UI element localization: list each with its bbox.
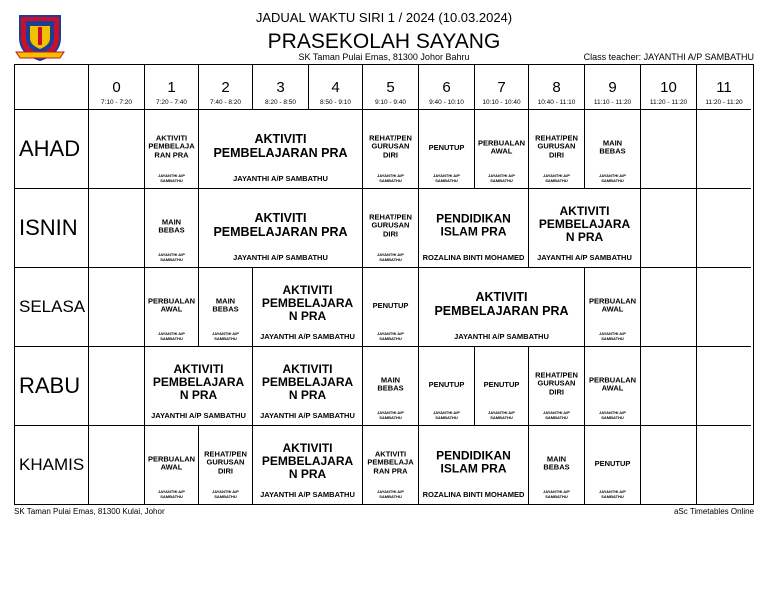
empty-cell xyxy=(697,189,751,268)
lesson-subject: AKTIVITI PEMBELAJARAN PRA xyxy=(213,211,348,239)
lesson-cell xyxy=(529,347,585,426)
lesson-teacher: ROZALINA BINTI MOHAMED xyxy=(422,490,525,499)
lesson-cell xyxy=(199,189,363,268)
period-number: 4 xyxy=(331,79,340,96)
lesson-teacher: JAYANTHI A/P SAMBATHU xyxy=(377,252,404,262)
lesson-cell xyxy=(529,426,585,504)
lesson-cell xyxy=(419,426,529,504)
empty-cell xyxy=(89,426,145,504)
empty-cell xyxy=(89,347,145,426)
period-time: 8:50 - 9:10 xyxy=(319,99,352,106)
lesson-teacher: JAYANTHI A/P SAMBATHU xyxy=(158,489,185,499)
lesson-cell xyxy=(419,189,529,268)
period-time: 11:20 - 11:20 xyxy=(649,99,688,106)
lesson-cell xyxy=(585,426,641,504)
class-teacher: Class teacher: JAYANTHI A/P SAMBATHU xyxy=(583,52,754,62)
lesson-subject: PENUTUP xyxy=(594,459,631,469)
lesson-teacher: JAYANTHI A/P SAMBATHU xyxy=(377,173,404,183)
lesson-subject: PERBUALAN AWAL xyxy=(147,454,196,472)
empty-cell xyxy=(641,347,697,426)
lesson-subject: AKTIVITI PEMBELAJARA N PRA xyxy=(261,283,354,324)
class-name: PRASEKOLAH SAYANG xyxy=(267,30,501,53)
period-time: 10:40 - 11:10 xyxy=(537,99,576,106)
empty-cell xyxy=(697,347,751,426)
period-number: 7 xyxy=(497,79,506,96)
period-time: 8:20 - 8:50 xyxy=(264,99,297,106)
lesson-subject: PERBUALAN AWAL xyxy=(477,138,526,156)
lesson-cell xyxy=(145,189,199,268)
period-number: 0 xyxy=(112,79,121,96)
lesson-subject: PENDIDIKAN ISLAM PRA xyxy=(436,211,511,239)
lesson-cell xyxy=(529,189,641,268)
empty-cell xyxy=(641,189,697,268)
period-header xyxy=(641,65,697,110)
lesson-teacher: JAYANTHI A/P SAMBATHU xyxy=(543,410,570,420)
lesson-subject: REHAT/PEN GURUSAN DIRI xyxy=(369,133,412,160)
period-number: 2 xyxy=(221,79,230,96)
lesson-cell xyxy=(475,110,529,189)
lesson-subject: MAIN BEBAS xyxy=(377,375,404,393)
lesson-cell xyxy=(199,110,363,189)
lesson-subject: MAIN BEBAS xyxy=(158,217,185,235)
lesson-cell xyxy=(585,110,641,189)
lesson-teacher: JAYANTHI A/P SAMBATHU xyxy=(543,173,570,183)
lesson-cell xyxy=(585,268,641,347)
period-number: 9 xyxy=(608,79,617,96)
lesson-teacher: JAYANTHI A/P SAMBATHU xyxy=(433,173,460,183)
empty-cell xyxy=(697,110,751,189)
lesson-teacher: JAYANTHI A/P SAMBATHU xyxy=(599,410,626,420)
lesson-cell xyxy=(199,426,253,504)
school-address: SK Taman Pulai Emas, 81300 Johor Bahru xyxy=(298,52,470,62)
lesson-teacher: JAYANTHI A/P SAMBATHU xyxy=(599,331,626,341)
lesson-subject: AKTIVITI PEMBELAJARA N PRA xyxy=(261,362,354,403)
lesson-cell xyxy=(363,110,419,189)
lesson-subject: MAIN BEBAS xyxy=(212,296,239,314)
lesson-teacher: JAYANTHI A/P SAMBATHU xyxy=(260,332,355,341)
lesson-cell xyxy=(363,426,419,504)
lesson-teacher: JAYANTHI A/P SAMBATHU xyxy=(537,253,632,262)
corner-cell xyxy=(15,65,89,110)
period-number: 10 xyxy=(660,79,677,96)
lesson-subject: REHAT/PEN GURUSAN DIRI xyxy=(535,370,578,397)
empty-cell xyxy=(697,426,751,504)
empty-cell xyxy=(641,110,697,189)
lesson-cell xyxy=(363,268,419,347)
lesson-teacher: JAYANTHI A/P SAMBATHU xyxy=(377,489,404,499)
lesson-teacher: JAYANTHI A/P SAMBATHU xyxy=(233,253,328,262)
empty-cell xyxy=(89,268,145,347)
lesson-teacher: JAYANTHI A/P SAMBATHU xyxy=(488,173,515,183)
lesson-subject: REHAT/PEN GURUSAN DIRI xyxy=(369,212,412,239)
period-number: 3 xyxy=(276,79,285,96)
period-time: 11:20 - 11:20 xyxy=(705,99,743,106)
lesson-teacher: JAYANTHI A/P SAMBATHU xyxy=(158,252,185,262)
period-time: 10:10 - 10:40 xyxy=(482,99,521,106)
day-label: SELASA xyxy=(15,268,89,347)
lesson-cell xyxy=(475,347,529,426)
lesson-teacher: JAYANTHI A/P SAMBATHU xyxy=(260,490,355,499)
day-label: KHAMIS xyxy=(15,426,89,504)
period-number: 11 xyxy=(716,79,732,96)
lesson-cell xyxy=(419,110,475,189)
lesson-subject: MAIN BEBAS xyxy=(599,138,626,156)
period-header xyxy=(419,65,475,110)
lesson-cell xyxy=(253,347,363,426)
period-header xyxy=(199,65,253,110)
period-header xyxy=(363,65,419,110)
empty-cell xyxy=(641,268,697,347)
period-header xyxy=(253,65,309,110)
lesson-cell xyxy=(419,347,475,426)
lesson-cell xyxy=(363,347,419,426)
lesson-cell xyxy=(145,426,199,504)
period-number: 5 xyxy=(386,79,395,96)
lesson-cell xyxy=(529,110,585,189)
lesson-teacher: JAYANTHI A/P SAMBATHU xyxy=(212,331,239,341)
lesson-cell xyxy=(145,268,199,347)
day-label: RABU xyxy=(15,347,89,426)
lesson-subject: AKTIVITI PEMBELAJARA N PRA xyxy=(261,441,354,482)
lesson-subject: PENUTUP xyxy=(428,380,465,390)
period-header xyxy=(697,65,751,110)
period-time: 7:10 - 7:20 xyxy=(100,99,133,106)
period-number: 1 xyxy=(167,79,176,96)
lesson-subject: AKTIVITI PEMBELAJARA N PRA xyxy=(152,362,245,403)
lesson-subject: PERBUALAN AWAL xyxy=(588,375,637,393)
footer-address: SK Taman Pulai Emas, 81300 Kulai, Johor xyxy=(14,507,165,516)
lesson-subject: PERBUALAN AWAL xyxy=(588,296,637,314)
day-label: ISNIN xyxy=(15,189,89,268)
lesson-teacher: JAYANTHI A/P SAMBATHU xyxy=(158,331,185,341)
lesson-teacher: JAYANTHI A/P SAMBATHU xyxy=(543,489,570,499)
lesson-teacher: JAYANTHI A/P SAMBATHU xyxy=(260,411,355,420)
lesson-teacher: JAYANTHI A/P SAMBATHU xyxy=(158,173,185,183)
period-header xyxy=(475,65,529,110)
lesson-teacher: JAYANTHI A/P SAMBATHU xyxy=(233,174,328,183)
lesson-subject: AKTIVITI PEMBELAJA RAN PRA xyxy=(367,449,414,476)
period-time: 11:10 - 11:20 xyxy=(593,99,632,106)
lesson-cell xyxy=(199,268,253,347)
lesson-teacher: JAYANTHI A/P SAMBATHU xyxy=(212,489,239,499)
lesson-cell xyxy=(145,110,199,189)
lesson-subject: PENUTUP xyxy=(428,143,465,153)
lesson-teacher: JAYANTHI A/P SAMBATHU xyxy=(377,331,404,341)
lesson-cell xyxy=(253,426,363,504)
lesson-cell xyxy=(419,268,585,347)
lesson-subject: REHAT/PEN GURUSAN DIRI xyxy=(535,133,578,160)
lesson-subject: AKTIVITI PEMBELAJARA N PRA xyxy=(538,204,631,245)
period-header xyxy=(145,65,199,110)
lesson-subject: PENUTUP xyxy=(372,301,409,311)
lesson-cell xyxy=(363,189,419,268)
empty-cell xyxy=(641,426,697,504)
period-number: 6 xyxy=(442,79,451,96)
lesson-teacher: ROZALINA BINTI MOHAMED xyxy=(422,253,525,262)
lesson-subject: AKTIVITI PEMBELAJARAN PRA xyxy=(213,132,348,160)
period-time: 7:40 - 8:20 xyxy=(209,99,242,106)
lesson-subject: PENDIDIKAN ISLAM PRA xyxy=(436,448,511,476)
period-time: 9:40 - 10:10 xyxy=(429,99,464,106)
empty-cell xyxy=(89,189,145,268)
empty-cell xyxy=(697,268,751,347)
footer-credit: aSc Timetables Online xyxy=(673,507,754,516)
lesson-subject: AKTIVITI PEMBELAJA RAN PRA xyxy=(148,133,195,160)
period-time: 7:20 - 7:40 xyxy=(155,99,188,106)
lesson-subject: MAIN BEBAS xyxy=(543,454,570,472)
timetable-title: JADUAL WAKTU SIRI 1 / 2024 (10.03.2024) xyxy=(255,10,513,25)
lesson-subject: REHAT/PEN GURUSAN DIRI xyxy=(204,449,247,476)
lesson-subject: PENUTUP xyxy=(483,380,520,390)
lesson-subject: PERBUALAN AWAL xyxy=(147,296,196,314)
lesson-teacher: JAYANTHI A/P SAMBATHU xyxy=(599,489,626,499)
period-time: 9:10 - 9:40 xyxy=(374,99,407,106)
day-label: AHAD xyxy=(15,110,89,189)
lesson-subject: AKTIVITI PEMBELAJARAN PRA xyxy=(434,290,569,318)
period-header xyxy=(309,65,363,110)
period-header xyxy=(89,65,145,110)
lesson-teacher: JAYANTHI A/P SAMBATHU xyxy=(377,410,404,420)
lesson-cell xyxy=(145,347,253,426)
lesson-teacher: JAYANTHI A/P SAMBATHU xyxy=(151,411,246,420)
period-header xyxy=(529,65,585,110)
lesson-teacher: JAYANTHI A/P SAMBATHU xyxy=(433,410,460,420)
lesson-teacher: JAYANTHI A/P SAMBATHU xyxy=(488,410,515,420)
lesson-teacher: JAYANTHI A/P SAMBATHU xyxy=(599,173,626,183)
lesson-teacher: JAYANTHI A/P SAMBATHU xyxy=(454,332,549,341)
timetable-grid xyxy=(14,64,754,505)
period-number: 8 xyxy=(552,79,561,96)
period-header xyxy=(585,65,641,110)
lesson-cell xyxy=(253,268,363,347)
lesson-cell xyxy=(585,347,641,426)
empty-cell xyxy=(89,110,145,189)
